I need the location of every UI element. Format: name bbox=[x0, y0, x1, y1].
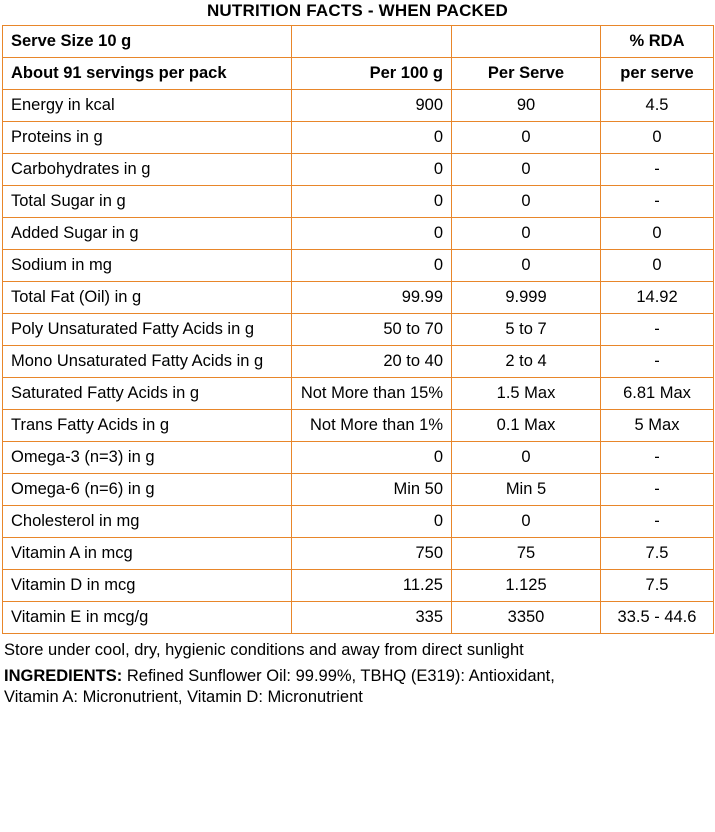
nutrient-name: Poly Unsaturated Fatty Acids in g bbox=[3, 314, 292, 346]
nutrient-per100: 0 bbox=[292, 506, 452, 538]
table-row bbox=[3, 602, 714, 634]
table-header-row-bottom bbox=[3, 58, 714, 90]
nutrient-rda: - bbox=[601, 186, 714, 218]
nutrition-table bbox=[2, 25, 714, 634]
nutrient-perserve: 0 bbox=[452, 442, 601, 474]
page-title: NUTRITION FACTS - WHEN PACKED bbox=[206, 1, 509, 20]
nutrient-perserve: 9.999 bbox=[452, 282, 601, 314]
nutrient-perserve: 2 to 4 bbox=[452, 346, 601, 378]
nutrient-name: Omega-6 (n=6) in g bbox=[3, 474, 292, 506]
nutrient-rda: 0 bbox=[601, 122, 714, 154]
servings-label: About 91 servings per pack bbox=[3, 58, 292, 90]
nutrient-name: Vitamin E in mcg/g bbox=[3, 602, 292, 634]
serve-size-label: Serve Size 10 g bbox=[3, 26, 292, 58]
table-row bbox=[3, 90, 714, 122]
nutrient-per100: 0 bbox=[292, 442, 452, 474]
nutrient-rda: - bbox=[601, 346, 714, 378]
table-row bbox=[3, 250, 714, 282]
ingredients-label: INGREDIENTS: bbox=[4, 667, 123, 685]
table-row bbox=[3, 282, 714, 314]
nutrient-rda: 5 Max bbox=[601, 410, 714, 442]
nutrient-perserve: Min 5 bbox=[452, 474, 601, 506]
table-row bbox=[3, 186, 714, 218]
nutrient-per100: 0 bbox=[292, 186, 452, 218]
nutrient-name: Vitamin D in mcg bbox=[3, 570, 292, 602]
nutrient-per100: 50 to 70 bbox=[292, 314, 452, 346]
nutrient-perserve: 0 bbox=[452, 122, 601, 154]
nutrient-rda: 7.5 bbox=[601, 570, 714, 602]
table-row bbox=[3, 122, 714, 154]
nutrient-per100: 0 bbox=[292, 154, 452, 186]
nutrient-name: Vitamin A in mcg bbox=[3, 538, 292, 570]
nutrient-rda: 4.5 bbox=[601, 90, 714, 122]
nutrient-name: Energy in kcal bbox=[3, 90, 292, 122]
table-row bbox=[3, 410, 714, 442]
nutrient-name: Cholesterol in mg bbox=[3, 506, 292, 538]
ingredients-block bbox=[0, 662, 715, 708]
nutrient-per100: 20 to 40 bbox=[292, 346, 452, 378]
nutrient-rda: - bbox=[601, 506, 714, 538]
table-row bbox=[3, 154, 714, 186]
nutrient-name: Proteins in g bbox=[3, 122, 292, 154]
rda-label-line1: % RDA bbox=[601, 26, 714, 58]
nutrient-rda: 7.5 bbox=[601, 538, 714, 570]
nutrient-per100: Not More than 1% bbox=[292, 410, 452, 442]
nutrient-name: Added Sugar in g bbox=[3, 218, 292, 250]
table-row bbox=[3, 346, 714, 378]
table-row bbox=[3, 218, 714, 250]
table-row bbox=[3, 506, 714, 538]
nutrient-perserve: 0 bbox=[452, 506, 601, 538]
per-serve-label: Per Serve bbox=[452, 58, 601, 90]
table-row bbox=[3, 570, 714, 602]
header-blank-perserve bbox=[452, 26, 601, 58]
nutrient-per100: 11.25 bbox=[292, 570, 452, 602]
nutrient-perserve: 0 bbox=[452, 154, 601, 186]
rda-label-line2: per serve bbox=[601, 58, 714, 90]
nutrient-per100: 900 bbox=[292, 90, 452, 122]
nutrient-name: Total Sugar in g bbox=[3, 186, 292, 218]
nutrient-name: Saturated Fatty Acids in g bbox=[3, 378, 292, 410]
nutrient-perserve: 3350 bbox=[452, 602, 601, 634]
nutrient-name: Sodium in mg bbox=[3, 250, 292, 282]
table-row bbox=[3, 442, 714, 474]
nutrient-perserve: 1.5 Max bbox=[452, 378, 601, 410]
nutrient-rda: - bbox=[601, 154, 714, 186]
nutrient-perserve: 90 bbox=[452, 90, 601, 122]
nutrient-name: Total Fat (Oil) in g bbox=[3, 282, 292, 314]
table-row bbox=[3, 314, 714, 346]
nutrient-per100: 99.99 bbox=[292, 282, 452, 314]
nutrient-perserve: 75 bbox=[452, 538, 601, 570]
nutrient-per100: 335 bbox=[292, 602, 452, 634]
nutrient-rda: 33.5 - 44.6 bbox=[601, 602, 714, 634]
nutrient-name: Trans Fatty Acids in g bbox=[3, 410, 292, 442]
nutrient-perserve: 0 bbox=[452, 250, 601, 282]
table-row bbox=[3, 474, 714, 506]
nutrient-rda: 14.92 bbox=[601, 282, 714, 314]
nutrient-name: Omega-3 (n=3) in g bbox=[3, 442, 292, 474]
ingredients-line-2: Vitamin A: Micronutrient, Vitamin D: Micronutrient bbox=[4, 688, 363, 706]
nutrient-rda: 0 bbox=[601, 218, 714, 250]
nutrition-table-body bbox=[3, 26, 714, 634]
nutrient-name: Mono Unsaturated Fatty Acids in g bbox=[3, 346, 292, 378]
nutrient-per100: 750 bbox=[292, 538, 452, 570]
nutrient-rda: - bbox=[601, 442, 714, 474]
nutrient-rda: - bbox=[601, 314, 714, 346]
nutrient-perserve: 0 bbox=[452, 218, 601, 250]
nutrient-perserve: 0 bbox=[452, 186, 601, 218]
nutrient-per100: Not More than 15% bbox=[292, 378, 452, 410]
table-header-row-top bbox=[3, 26, 714, 58]
nutrient-perserve: 1.125 bbox=[452, 570, 601, 602]
storage-footnote: Store under cool, dry, hygienic conditions and away from direct sunlight bbox=[4, 641, 524, 659]
ingredients-line-1: Refined Sunflower Oil: 99.99%, TBHQ (E319): Antioxidant, bbox=[122, 667, 555, 685]
nutrient-rda: 6.81 Max bbox=[601, 378, 714, 410]
table-row bbox=[3, 378, 714, 410]
nutrient-name: Carbohydrates in g bbox=[3, 154, 292, 186]
nutrient-per100: 0 bbox=[292, 122, 452, 154]
nutrient-rda: 0 bbox=[601, 250, 714, 282]
per-100g-label: Per 100 g bbox=[292, 58, 452, 90]
nutrient-rda: - bbox=[601, 474, 714, 506]
table-row bbox=[3, 538, 714, 570]
nutrient-per100: Min 50 bbox=[292, 474, 452, 506]
nutrient-perserve: 0.1 Max bbox=[452, 410, 601, 442]
nutrient-per100: 0 bbox=[292, 218, 452, 250]
nutrient-per100: 0 bbox=[292, 250, 452, 282]
nutrient-perserve: 5 to 7 bbox=[452, 314, 601, 346]
header-blank-per100 bbox=[292, 26, 452, 58]
